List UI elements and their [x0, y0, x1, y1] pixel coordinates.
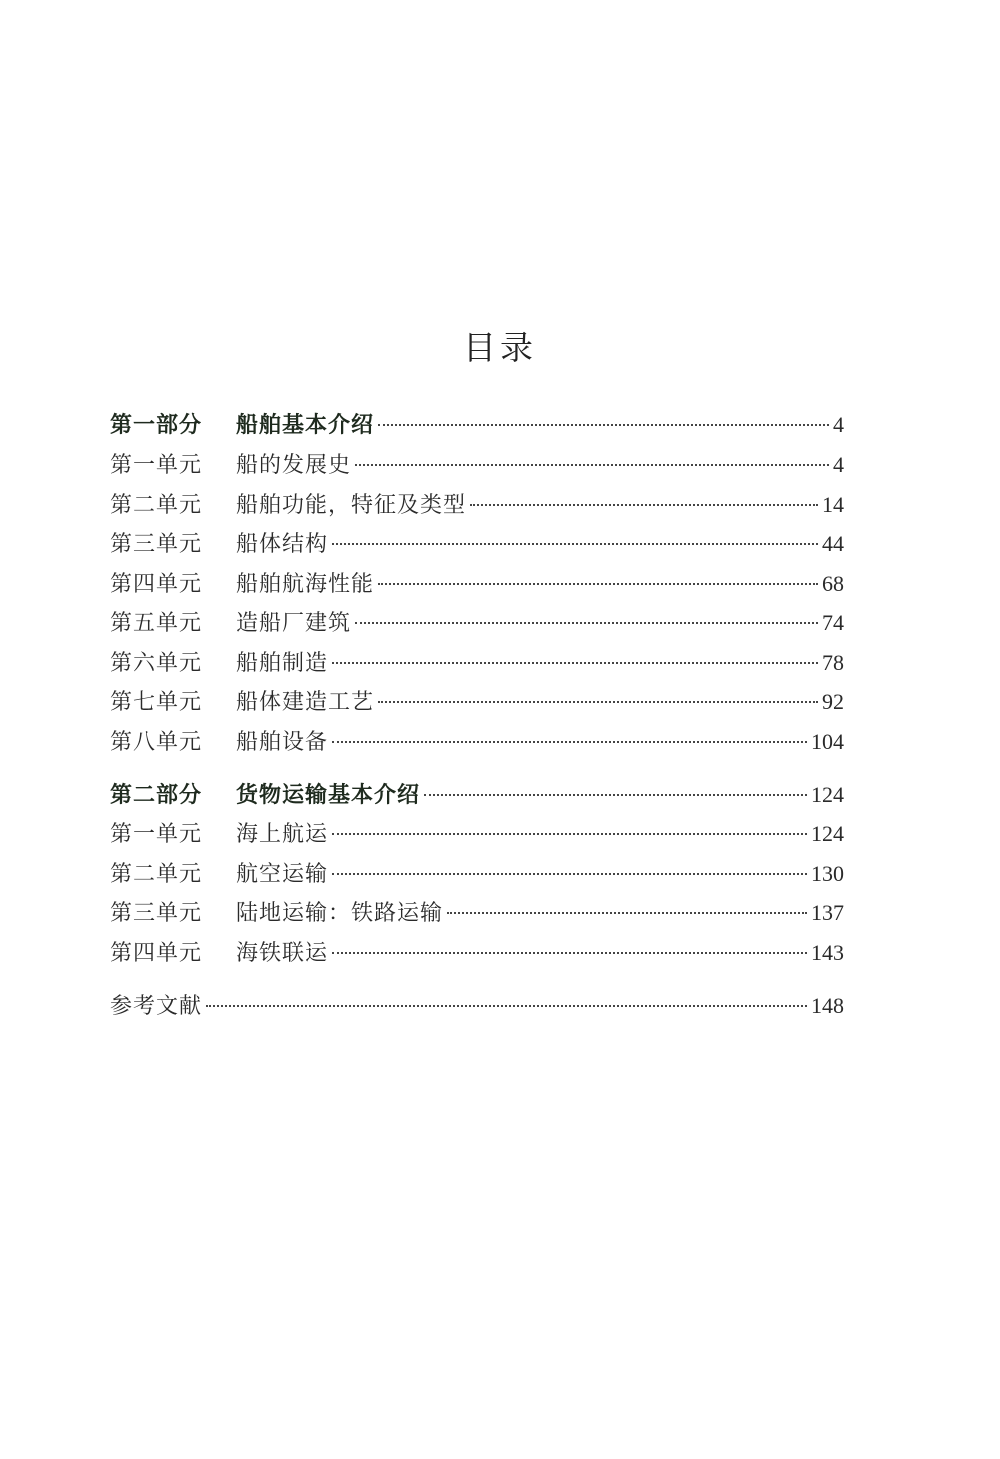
dot-leader — [355, 622, 818, 624]
dot-leader — [355, 464, 829, 466]
toc-entry-page: 14 — [822, 492, 844, 517]
toc-entry[interactable] — [110, 449, 844, 481]
dot-leader — [447, 912, 807, 914]
toc-entry-page: 44 — [822, 531, 844, 556]
toc-entry[interactable] — [110, 779, 844, 811]
toc-entry-label: 第二部分 — [110, 782, 203, 808]
toc-entry-page: 68 — [822, 571, 844, 596]
toc-entry[interactable] — [110, 647, 844, 679]
toc-entry-label: 第一单元 — [110, 453, 203, 478]
toc-entry-page: 4 — [833, 452, 844, 477]
toc-entry-label: 第二单元 — [110, 862, 203, 887]
toc-entry-label: 第三单元 — [110, 901, 203, 926]
toc-entry-label: 第二单元 — [110, 493, 203, 518]
toc-entry[interactable] — [110, 568, 844, 600]
dot-leader — [470, 504, 818, 506]
toc-entry-page: 130 — [811, 861, 844, 886]
dot-leader — [378, 701, 818, 703]
toc-entry-title: 海上航运 — [236, 822, 329, 847]
toc-entry[interactable] — [110, 528, 844, 560]
toc-entry[interactable] — [110, 686, 844, 718]
toc-entry-page: 78 — [822, 650, 844, 675]
toc-entry-references[interactable] — [110, 990, 844, 1022]
dot-leader — [332, 543, 818, 545]
toc-entry-page: 124 — [811, 821, 844, 846]
toc-entry-title: 船舶设备 — [236, 730, 329, 755]
toc-entry[interactable] — [110, 858, 844, 890]
toc-entry-title: 陆地运输：铁路运输 — [236, 901, 444, 926]
toc-entry[interactable] — [110, 897, 844, 929]
toc-entry-title: 船舶功能，特征及类型 — [236, 493, 467, 518]
toc-entry-title: 航空运输 — [236, 862, 329, 887]
toc-entry[interactable] — [110, 409, 844, 441]
toc-entry[interactable] — [110, 607, 844, 639]
toc-entry-page: 143 — [811, 940, 844, 965]
toc-entry-title: 海铁联运 — [236, 941, 329, 966]
toc-entry-page: 137 — [811, 900, 844, 925]
toc-entry[interactable] — [110, 726, 844, 758]
dot-leader — [424, 794, 807, 796]
page-title: 目录 — [463, 328, 537, 367]
toc-entry-label: 第一部分 — [110, 412, 203, 438]
toc-entry-title: 船体建造工艺 — [236, 690, 375, 715]
dot-leader — [378, 424, 829, 426]
toc-entry-title: 船的发展史 — [236, 453, 352, 478]
toc-entry-page: 124 — [811, 782, 844, 807]
toc-entry-label: 第四单元 — [110, 572, 203, 597]
toc-entry[interactable] — [110, 937, 844, 969]
dot-leader — [332, 952, 807, 954]
toc-entry-label: 第八单元 — [110, 730, 203, 755]
dot-leader — [378, 583, 818, 585]
toc-entry-page: 104 — [811, 729, 844, 754]
dot-leader — [332, 741, 807, 743]
toc-entry-title: 造船厂建筑 — [236, 611, 352, 636]
toc-entry-title: 货物运输基本介绍 — [236, 782, 421, 808]
toc-entry-label: 第五单元 — [110, 611, 203, 636]
toc-entry-page: 4 — [833, 412, 844, 437]
toc-entry-title: 船舶基本介绍 — [236, 412, 375, 438]
toc-entry-title: 船舶制造 — [236, 651, 329, 676]
toc-entry-label: 第六单元 — [110, 651, 203, 676]
toc-entry[interactable] — [110, 818, 844, 850]
toc-entry-label: 第一单元 — [110, 822, 203, 847]
dot-leader — [332, 833, 807, 835]
toc-entry-page: 148 — [811, 993, 844, 1018]
dot-leader — [206, 1005, 807, 1007]
dot-leader — [332, 873, 807, 875]
toc-entry-label: 第四单元 — [110, 941, 203, 966]
dot-leader — [332, 662, 818, 664]
toc-entry-page: 74 — [822, 610, 844, 635]
toc-entry-label: 第三单元 — [110, 532, 203, 557]
toc-entry-title: 参考文献 — [110, 994, 203, 1019]
toc-entry-title: 船舶航海性能 — [236, 572, 375, 597]
toc-entry[interactable] — [110, 489, 844, 521]
toc-entry-page: 92 — [822, 689, 844, 714]
toc-entry-label: 第七单元 — [110, 690, 203, 715]
toc-entry-title: 船体结构 — [236, 532, 329, 557]
